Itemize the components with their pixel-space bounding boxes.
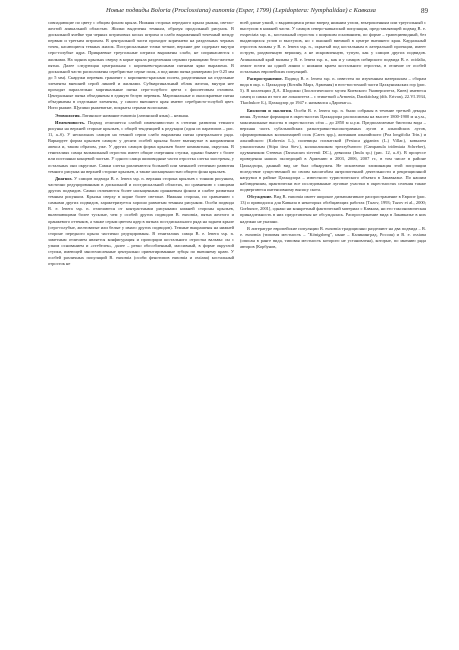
paragraph	[240, 108, 426, 193]
page-number: 89	[421, 7, 428, 15]
running-title: Новые подвиды Boloria (Proclossiana) eunomia (Esper, 1799) (Lepidoptera: Nymphalidae) с Кавказа	[106, 7, 376, 14]
section-label: Обсуждение.	[247, 194, 273, 200]
paragraph	[240, 226, 426, 250]
section-label: Диагноз.	[55, 175, 73, 181]
paragraph-text: всей длине узкий, с выдающимся резко вперед нижним углом, взъерошенным или треугольный с выступом в нижней части. У самцов северо-кавказской популяции, представляющей подвид B. e. exspectata ssp. n., костальный отросток с широким основанием, по форме – трапециевидный, без выдающихся углов и выступов, но с пышной виемкой в центре внешнего края. Каудальный отросток вальвы у B. e. lenera ssp. n., скрытый под костальным в латеральной проекции, имеет острую, раздвоенную вершину, а не искривленную, тупую, как у самцов других подвидов. Апикальный край вальвы у B. e. lenera ssp. n., как и у самцов сибирского подвида B. e. ocidalia, лежит почти на одной линии с нижним краем костального отростка, в отличие от особей остальных европейских популяций.	[240, 20, 426, 74]
paragraph	[48, 120, 234, 175]
section-label: Биология и экология.	[247, 107, 293, 113]
paragraph	[240, 76, 426, 106]
left-column	[48, 20, 234, 640]
paragraph	[48, 113, 234, 119]
right-column	[240, 20, 426, 640]
running-header	[66, 5, 432, 17]
paragraph-text: Особи B. e. lenera ssp. n. были собраны в течение третьей декады июня. Луговые формации в окрестностях Цахкадзора расположены на высоте 1800-1900 м н.у.м., максимальные высоты в окрестностях сёла – до 2850 м н.у.м. Предполагаемые биотопы вида – верхняя часть субальпийских разнотравно-высокотравных лугов и альпийских лугов, сформированных колонизацией осок (Carex spp.), житняков альпийского (Poa longifolia Trin.) и альпийского (Kobresia L.), полевицы гигантской (Festuca gigantea (L.) Villar.), ковылем узколистным (Stipa tirsa Stev.), колокольчиком трехзубчатого (Campanula tridentata Schreber), одуванчиком Стевена (Taraxacum stevenii DC.), девясила (Inula sp.) (рис. 12, а–б). В процессе проведения наших экспедиций в Армению в 2003, 2006, 2007 гг., в том числе в районе Цахкадзора, данный вид не был обнаружен. Не исключено элиминация этой популяции вследствие существенной по своим масштабам антропогенной деятельности и рекреационной нагрузки в районе Цахкадзора – известного туристического объекта в Закавказье. По нашим наблюдениям, практически все исследованные луговые участки в окрестностях селения также подвергаются интенсивному выпасу скота.	[240, 107, 426, 192]
paragraph-text: Вид B. eunomia имеет широкое дизъюнктивное распространение в Европе (рис. 13) и приводился для Кавказа в некоторых обобщающих работах [Tuzov, 1993; Tuzov et al., 2000; Gorbunov, 2001], однако ни конкретный фактический материал с Кавказа, ни его таксономическая принадлежность в них представлены не обсуждалась. Распространение вида в Закавказье в них надежно не указано.	[240, 194, 426, 224]
paragraph	[48, 20, 234, 111]
paragraph-text: совпадающие по цвету с общим фоном крыла. Нижняя сторона передного крыла рыжая, светло-желтой апикальной областью. Жилки выделены темным, образуя продольный рисунок. В дискальной ячейке три черных штриховых косых штриха и слабо выраженный точечный между первым и третьим штрихом. В центральной части проходит коричнево на раздельных черных точек, касающиеся темных жилок. Постдискальные точки четкие, верхние две содержат внутри серо-голубые ядра. Прикраевые треугольные штрихи выражены слабо, не соприкасаются с жилками. На задних крыльях сверху в корне крыла разделенная серыми границами бело-желтые пятна. Далее следующая центральная с коричнево-красными пятнами ярко выражена. В дискальной части расположены серебристые серые поля, а под ними пятна размерами (от 0.25 мм до 5 мм). Снаружи перевязь граничит с коричнево-красным полем, разделенным на отдельные элементы внешней серой линией и жилками. Субмаргинальный облик желтая, внутри нее проходят параллельно маргинальные пятна серо-голубого цвета с фиолетовым отливом. Центральные пятна объединены в единую белую перевязь. Маргинальные и околокраевые пятна объединены в отдельные элементы, у самого внешнего края имеют серебристо-голубой цвет. Ноги рыжие. Щупики рыжеватые, покрыты серыми волосками.	[48, 20, 234, 111]
paragraph-text: Подвид отличается слабой изменчивостью в степени развития темного рисунка на верхней стороне крыльев, с общей тенденцией к редукции (один из паратипов – рис. 11, а–б). У нескольких самцов на темной серии слабо выражены пятна центрального ряда. Варьирует форма крыльев самцов: у десяти особей крылья более вытянутые в направлении апекса и, таким образом, уже. У других самцов форма крыльев более компактная, округлая. В гениталиях самца вальвальный отросток имеет общие очертания ступки, однако бывает с более или постоянно концевой частью. У одного самца шиповидные части отростка слегка заострены, у остальных они округлые. Самки слегка различаются большей или меньшей степенью развития темного рисунка на верхней стороне крыльев, а также насыщенностью общего фона крыльев.	[48, 119, 234, 174]
section-label: Распространение.	[247, 76, 283, 82]
section-label: Этимология.	[55, 112, 81, 118]
paragraph-text: В литературе европейские популяции B. eunomia традиционно разделяют на два подвида – B. e. eunomia (типовая местность – "Königsberg", ныне – Калининград, Россия) и B. e. ossiana (описан в ранге вида, типовая местность которого не установлена), которые, по мнению ряда авторов [Корбунов,	[240, 225, 426, 250]
paragraph	[240, 194, 426, 224]
section-label: Изменчивость.	[55, 119, 85, 125]
paragraph-text: Латинское название eunomia (латинский язык) – нежная.	[81, 112, 189, 118]
paragraph	[240, 20, 426, 75]
paragraph-text: У самцов подвида B. e. lenera ssp. n. верхняя сторона крыльев с тонким рисунком, частично редуцированным в дискальной и постдискальной областях, по сравнению с самцами других подвидов. Самки отличаются более насыщенным оранжевым фоном и слабее развитым темным рисунком. Крылья сверху в корне более светлые. Нижняя сторона, по сравнению с самками других подвидов, характеризуется хорошо развитым темным рисунком. Особи подвида B. e. lenera ssp. n. отличаются от контрастными рисунками нижней стороны крыльев, включающими более тусклые, чем у особей других подвидов B. eunomia, пятна желтого и оранжевого оттенков, а также серым цветом ядер в пятнах постдискального ряда на заднем крыле (серо-голубые, желтоватые или белые у имаго других подвидов). Темные выкрашены на нижней стороне передного крыла частично редуцированы. В гениталиях самца B. e. lenera ssp. n. заметным отличием является конфигурация и пропорции костального отростка вальвы: он с узким основанием и «стебелек», далее – резко обособленный, массивный, в форме округлой ступки, имеющей многочисленные центрально ориентированные зубцы по внешнему краю. У особей различных популяций B. eunomia (особи фенотипов eunomia и ossiana) костальный отросток не	[48, 175, 234, 267]
paragraph-text: Подвид B. e. lenera ssp. n. известен по изученным материалам – сборам вида в окр. с. Цахкадзор (Котайк Марз, Армения) в юго-восточной части Цахкуниакских гор (рис. 5). В коллекции Д.А. Шодожко (Зоологического музея Киевского Университета, Киев) имеются самец и самка из того же локалитета – с этикеткой «Armenia, Daraktichag (dtb. Erivan), 22.VI.1934, Tkachukov Б.), Цахкадзор до 1947 г. назывался «Даричаг»».	[240, 76, 426, 106]
paragraph	[48, 176, 234, 267]
